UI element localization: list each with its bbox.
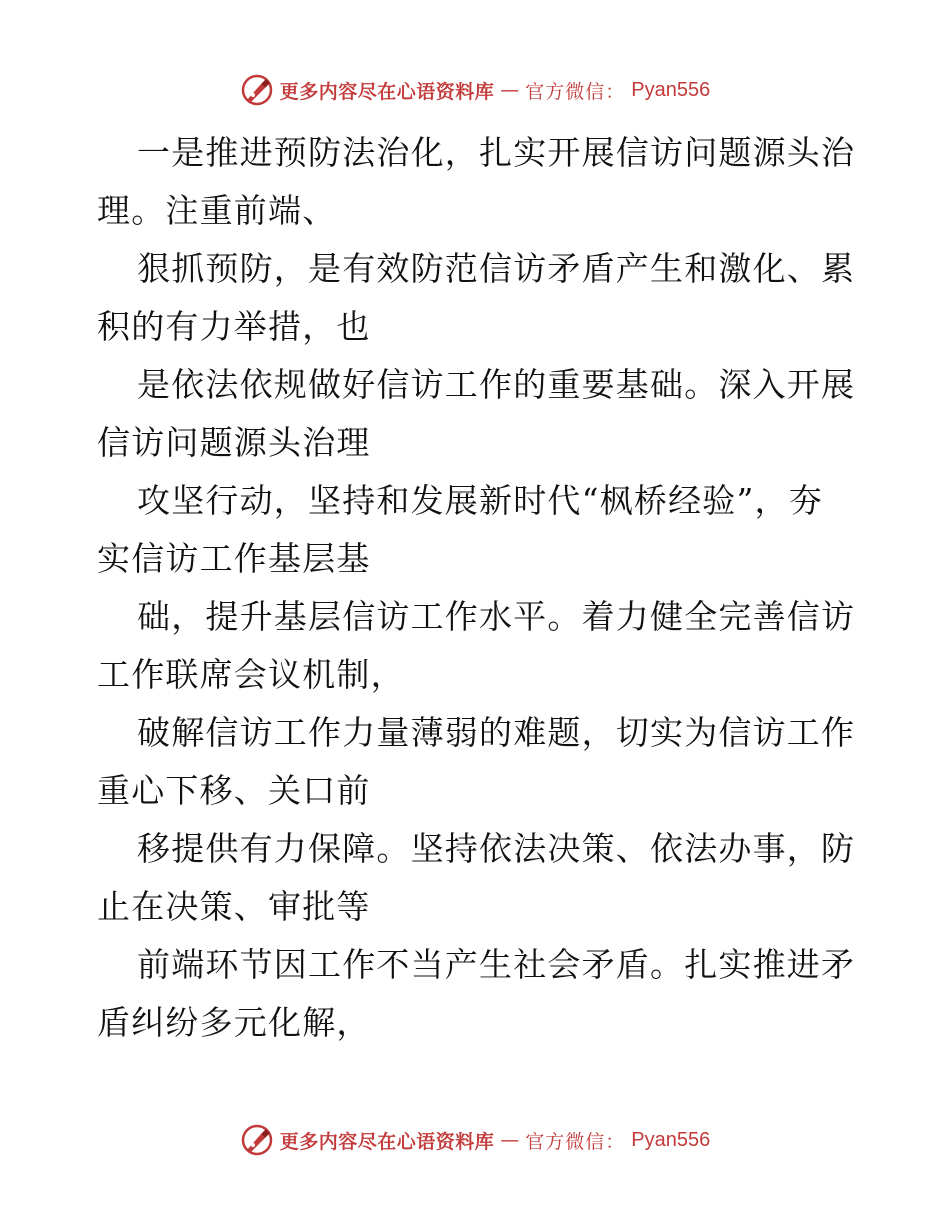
body-line: 狠抓预防，是有效防范信访矛盾产生和激化、累 bbox=[137, 249, 856, 288]
body-line: 工作联席会议机制， bbox=[97, 655, 405, 694]
pen-logo-icon bbox=[240, 73, 274, 107]
body-line: 础，提升基层信访工作水平。着力健全完善信访 bbox=[137, 597, 856, 636]
body-line: 移提供有力保障。坚持依法决策、依法办事，防 bbox=[137, 829, 856, 868]
banner-title: 更多内容尽在心语资料库 bbox=[279, 80, 495, 103]
body-line: 破解信访工作力量薄弱的难题，切实为信访工作 bbox=[137, 713, 856, 752]
body-line: 是依法依规做好信访工作的重要基础。深入开展 bbox=[137, 365, 856, 404]
body-line: 一是推进预防法治化，扎实开展信访问题源头治 bbox=[137, 133, 856, 172]
banner-wechat-label: 官方微信： bbox=[525, 80, 626, 103]
body-line: 前端环节因工作不当产生社会矛盾。扎实推进矛 bbox=[137, 945, 856, 984]
body-line: 攻坚行动，坚持和发展新时代“枫桥经验”，夯 bbox=[137, 481, 823, 520]
body-line: 信访问题源头治理 bbox=[97, 423, 371, 462]
banner-wechat-id: Pyan556 bbox=[631, 78, 711, 101]
banner-dash: — bbox=[500, 79, 520, 101]
header-banner bbox=[0, 70, 950, 110]
banner-title: 更多内容尽在心语资料库 bbox=[279, 1130, 495, 1153]
banner-wechat-id: Pyan556 bbox=[631, 1128, 711, 1151]
body-line: 理。注重前端、 bbox=[97, 191, 337, 230]
pen-logo-icon bbox=[240, 1123, 274, 1157]
body-line: 盾纠纷多元化解， bbox=[97, 1003, 371, 1042]
body-line: 实信访工作基层基 bbox=[97, 539, 371, 578]
body-line: 积的有力举措，也 bbox=[97, 307, 371, 346]
footer-banner bbox=[0, 1120, 950, 1160]
body-line: 重心下移、关口前 bbox=[97, 771, 371, 810]
document-body bbox=[97, 124, 857, 1052]
body-line: 止在决策、审批等 bbox=[97, 887, 371, 926]
banner-dash: — bbox=[500, 1129, 520, 1151]
banner-wechat-label: 官方微信： bbox=[525, 1130, 626, 1153]
